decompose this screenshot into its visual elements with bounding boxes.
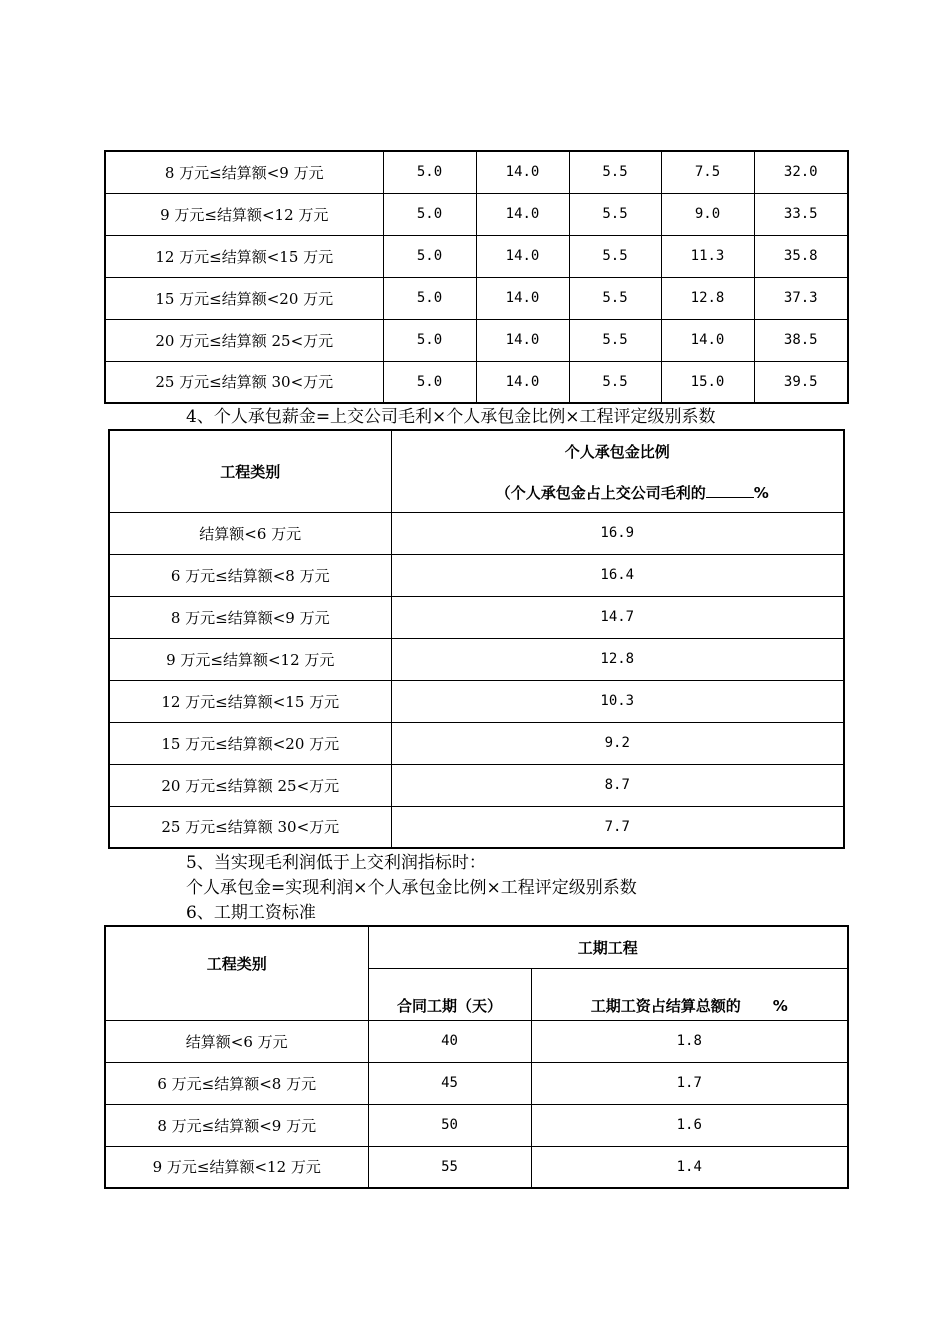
table-row [109,554,844,596]
header-ratio-title: 个人承包金比例 [564,443,670,461]
ratio-cell: 12.8 [391,638,844,680]
value-cell: 14.0 [476,319,569,361]
header-pct-text: 工期工资占结算总额的 [590,996,741,1015]
value-cell: 5.0 [383,319,476,361]
header-group: 工期工程 [368,926,848,968]
category-cell: 8 万元≤结算额<9 万元 [105,1104,368,1146]
days-cell: 50 [368,1104,531,1146]
table-row [105,277,848,319]
pct-cell: 1.7 [531,1062,848,1104]
table-header-row [105,926,848,968]
category-cell: 8 万元≤结算额<9 万元 [105,151,383,193]
pct-cell: 1.8 [531,1020,848,1062]
category-cell: 9 万元≤结算额<12 万元 [109,638,391,680]
header-ratio-sub [392,482,844,503]
days-cell: 55 [368,1146,531,1188]
value-cell: 14.0 [476,235,569,277]
table-row [105,319,848,361]
days-cell: 40 [368,1020,531,1062]
category-cell: 15 万元≤结算额<20 万元 [105,277,383,319]
days-cell: 45 [368,1062,531,1104]
table-row [109,722,844,764]
category-cell: 20 万元≤结算额 25<万元 [109,764,391,806]
value-cell: 5.5 [569,193,661,235]
table-row [105,1020,848,1062]
category-cell: 6 万元≤结算额<8 万元 [105,1062,368,1104]
value-cell: 37.3 [754,277,848,319]
value-cell: 5.5 [569,277,661,319]
value-cell: 5.5 [569,235,661,277]
value-cell: 11.3 [661,235,754,277]
header-days: 合同工期（天） [368,968,531,1020]
header-ratio-unit: % [753,484,769,502]
table-row [105,1146,848,1188]
ratio-cell: 9.2 [391,722,844,764]
category-cell: 9 万元≤结算额<12 万元 [105,193,383,235]
value-cell: 5.0 [383,361,476,403]
value-cell: 5.0 [383,151,476,193]
value-cell: 9.0 [661,193,754,235]
category-cell: 15 万元≤结算额<20 万元 [109,722,391,764]
table-header-row [109,430,844,512]
table-row [105,361,848,403]
table-row [105,1062,848,1104]
value-cell: 15.0 [661,361,754,403]
category-cell: 8 万元≤结算额<9 万元 [109,596,391,638]
category-cell: 12 万元≤结算额<15 万元 [105,235,383,277]
table-row [109,596,844,638]
value-cell: 7.5 [661,151,754,193]
table-row [105,235,848,277]
category-cell: 结算额<6 万元 [109,512,391,554]
table-row [105,1104,848,1146]
contract-ratio-table [108,429,845,849]
value-cell: 33.5 [754,193,848,235]
table-row [109,638,844,680]
category-cell: 20 万元≤结算额 25<万元 [105,319,383,361]
table-row [109,806,844,848]
section-5-line1: 5、当实现毛利润低于上交利润指标时： [186,853,486,873]
value-cell: 14.0 [661,319,754,361]
value-cell: 5.5 [569,151,661,193]
ratio-cell: 8.7 [391,764,844,806]
fill-in-blank [706,483,754,498]
value-cell: 12.8 [661,277,754,319]
table-row [109,764,844,806]
schedule-wage-table [104,925,849,1189]
value-cell: 32.0 [754,151,848,193]
category-cell: 12 万元≤结算额<15 万元 [109,680,391,722]
header-category: 工程类别 [109,430,391,512]
value-cell: 5.5 [569,361,661,403]
table-row [109,512,844,554]
pct-cell: 1.6 [531,1104,848,1146]
value-cell: 39.5 [754,361,848,403]
category-cell: 6 万元≤结算额<8 万元 [109,554,391,596]
value-cell: 5.0 [383,235,476,277]
header-pct-unit: % [772,996,788,1015]
section-4-formula: 4、个人承包薪金=上交公司毛利×个人承包金比例×工程评定级别系数 [186,407,716,427]
table-row [109,680,844,722]
table-row [105,151,848,193]
value-cell: 5.0 [383,193,476,235]
table-row [105,193,848,235]
header-pct [531,968,848,1020]
value-cell: 14.0 [476,193,569,235]
value-cell: 5.0 [383,277,476,319]
value-cell: 14.0 [476,277,569,319]
pct-cell: 1.4 [531,1146,848,1188]
ratio-cell: 16.9 [391,512,844,554]
header-category: 工程类别 [105,926,368,1020]
section-5-line2: 个人承包金=实现利润×个人承包金比例×工程评定级别系数 [186,878,637,898]
value-cell: 35.8 [754,235,848,277]
category-cell: 25 万元≤结算额 30<万元 [105,361,383,403]
value-cell: 14.0 [476,151,569,193]
value-cell: 14.0 [476,361,569,403]
header-ratio-sub-text: （个人承包金占上交公司毛利的 [495,484,706,502]
section-6-title: 6、工期工资标准 [186,903,316,923]
value-cell: 5.5 [569,319,661,361]
category-cell: 9 万元≤结算额<12 万元 [105,1146,368,1188]
ratio-cell: 16.4 [391,554,844,596]
header-ratio [391,430,844,512]
ratio-cell: 10.3 [391,680,844,722]
ratio-cell: 14.7 [391,596,844,638]
level-coefficient-table [104,150,849,404]
ratio-cell: 7.7 [391,806,844,848]
value-cell: 38.5 [754,319,848,361]
category-cell: 25 万元≤结算额 30<万元 [109,806,391,848]
category-cell: 结算额<6 万元 [105,1020,368,1062]
